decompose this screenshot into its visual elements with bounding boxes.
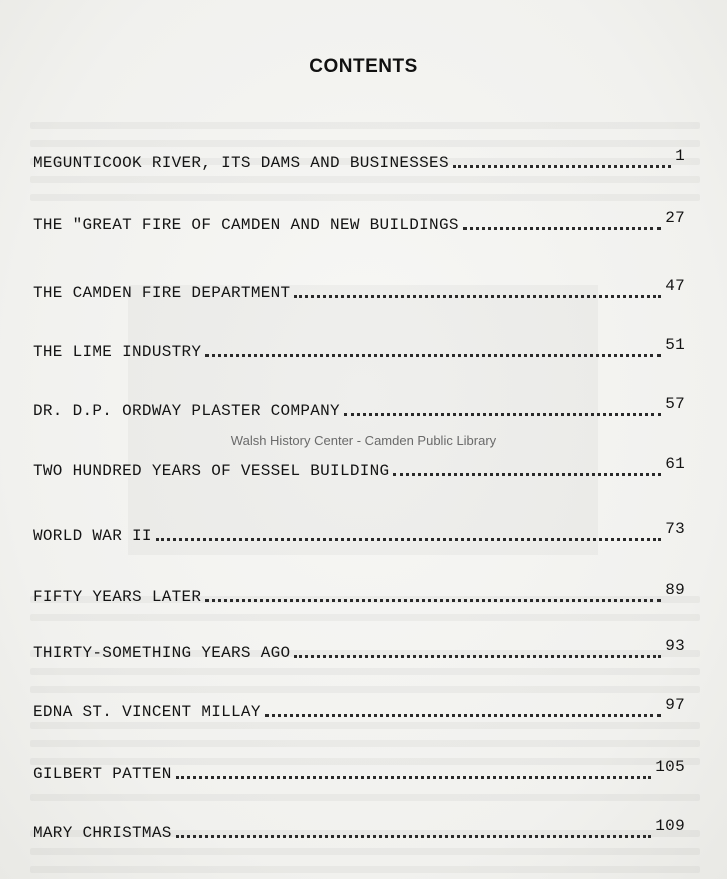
toc-entry — [33, 638, 685, 662]
toc-entry — [33, 456, 685, 480]
toc-entry-page: 73 — [665, 520, 685, 538]
toc-entry — [33, 337, 685, 361]
toc-entry-title: WORLD WAR II — [33, 527, 152, 545]
dot-leader — [294, 295, 661, 298]
toc-entry-title: FIFTY YEARS LATER — [33, 588, 202, 606]
contents-title: CONTENTS — [309, 56, 418, 77]
toc-entry-title: TWO HUNDRED YEARS OF VESSEL BUILDING — [33, 462, 390, 480]
toc-entry — [33, 759, 685, 783]
library-watermark: Walsh History Center - Camden Public Library — [230, 433, 497, 448]
toc-entry-page: 93 — [665, 637, 685, 655]
dot-leader — [393, 473, 661, 476]
toc-entry-page: 1 — [675, 147, 685, 165]
dot-leader — [344, 413, 661, 416]
toc-entry-title: GILBERT PATTEN — [33, 765, 172, 783]
toc-entry-page: 105 — [655, 758, 685, 776]
toc-entry-title: DR. D.P. ORDWAY PLASTER COMPANY — [33, 402, 340, 420]
toc-entry — [33, 697, 685, 721]
toc-entry-title: THIRTY-SOMETHING YEARS AGO — [33, 644, 291, 662]
dot-leader — [294, 655, 661, 658]
toc-entry — [33, 396, 685, 420]
toc-entry-page: 61 — [665, 455, 685, 473]
toc-entry-page: 97 — [665, 696, 685, 714]
toc-entry-page: 57 — [665, 395, 685, 413]
toc-entry-title: THE LIME INDUSTRY — [33, 343, 202, 361]
toc-entry — [33, 521, 685, 545]
toc-entry — [33, 210, 685, 234]
toc-entry — [33, 148, 685, 172]
dot-leader — [205, 599, 661, 602]
toc-entry-page: 51 — [665, 336, 685, 354]
dot-leader — [463, 227, 661, 230]
toc-entry — [33, 278, 685, 302]
toc-entry-title: EDNA ST. VINCENT MILLAY — [33, 703, 261, 721]
dot-leader — [156, 538, 661, 541]
dot-leader — [205, 354, 661, 357]
toc-entry-page: 109 — [655, 817, 685, 835]
toc-entry-page: 47 — [665, 277, 685, 295]
dot-leader — [265, 714, 661, 717]
dot-leader — [453, 165, 671, 168]
toc-entry — [33, 818, 685, 842]
toc-entry-page: 89 — [665, 581, 685, 599]
toc-entry-title: MARY CHRISTMAS — [33, 824, 172, 842]
toc-entry-page: 27 — [665, 209, 685, 227]
toc-entry-title: THE "GREAT FIRE OF CAMDEN AND NEW BUILDINGS — [33, 216, 459, 234]
toc-entry-title: THE CAMDEN FIRE DEPARTMENT — [33, 284, 291, 302]
toc-entry — [33, 582, 685, 606]
toc-entry-title: MEGUNTICOOK RIVER, ITS DAMS AND BUSINESSES — [33, 154, 449, 172]
dot-leader — [176, 835, 652, 838]
dot-leader — [176, 776, 652, 779]
